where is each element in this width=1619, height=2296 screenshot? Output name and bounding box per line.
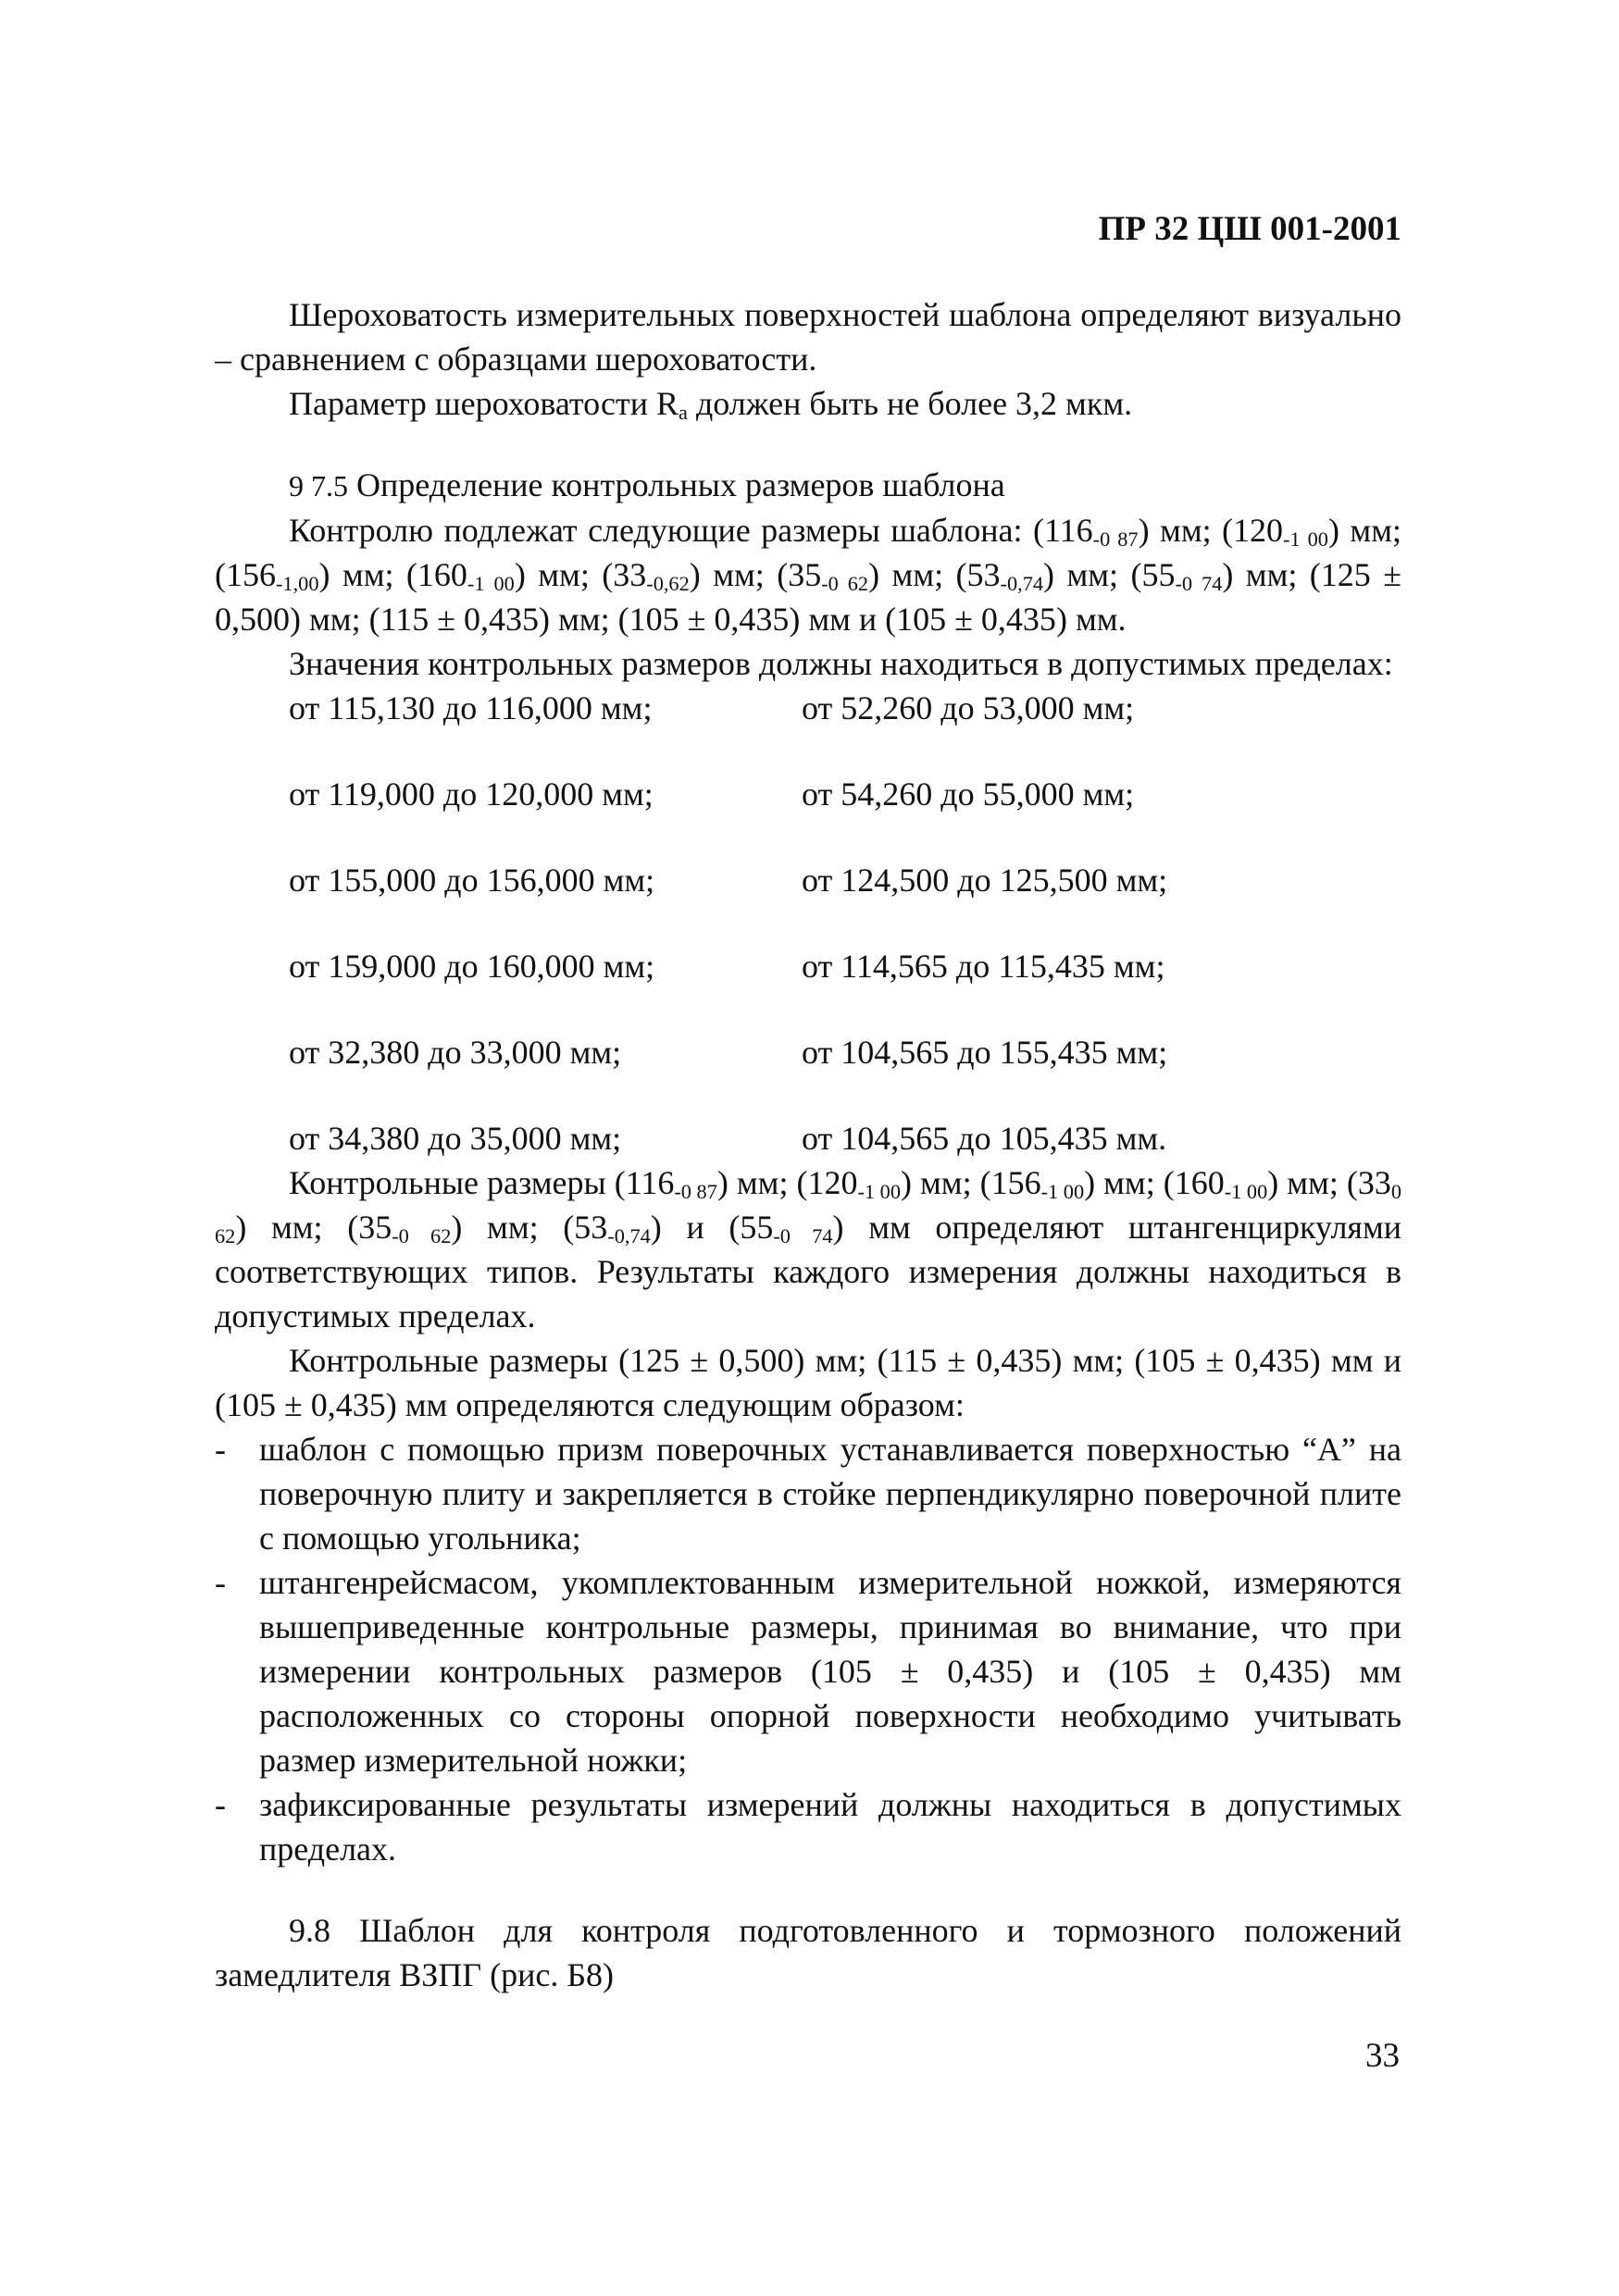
procedure-list (215, 1427, 1401, 1871)
range-row (289, 1030, 1401, 1116)
range-right: от 124,500 до 125,500 мм; (802, 862, 1168, 899)
dimension-tolerance: -1 00 (1040, 1180, 1085, 1203)
dimension-base: 116 (625, 1164, 675, 1201)
dimension: $(116_{-0 87})$ (614, 1164, 729, 1203)
dimension-base: 120 (807, 1164, 858, 1201)
dimension-base: 120 (1233, 512, 1284, 549)
unit: мм (558, 601, 601, 638)
dimension-base: 160 (417, 556, 467, 593)
dimension-symmetric: (105 ± 0,435) (215, 1386, 397, 1423)
intro-text: Контрольные размеры (289, 1164, 615, 1201)
dimension-tolerance: -1,00 (276, 572, 319, 595)
conjunction: и (1383, 1342, 1401, 1379)
unit: мм (487, 1209, 529, 1246)
range-left: от 155,000 до 156,000 мм; (289, 862, 655, 899)
list-item (215, 1427, 1401, 1560)
dimension-tolerance: -0 74 (773, 1224, 833, 1247)
dimension: $(35_{-0 62})$ (347, 1209, 463, 1247)
paragraph-caliper-measurement: Контрольные размеры $(116_{-0 87})$ мм; $(120_{-1 00})$ мм; $(156_{-1 00})$ мм; $(160_{-1 00})$ мм; $(33_{0 62})$ мм; $(35_{-0 62})$ мм; $(53_{-0,74})$ и $(55_{-0 74})$ мм определяют штангенциркулями соответствующих типов. Результаты каждого измерения должны находиться в допустимых пределах. (215, 1164, 1402, 1334)
list-item-text: штангенрейсмасом, укомплектованным измерительной ножкой, измеряются вышеприведенные контрольные размеры, принимая во внимание, что при измерении контрольных размеров (105 ± 0,435) и (105 ± 0,435) мм расположенных со стороны опорной поверхности необходимо учитывать размер измерительной ножки; (259, 1564, 1401, 1779)
dimension-base: 33 (1357, 1164, 1391, 1201)
tail-text: мм определяются следующим образом: (396, 1386, 965, 1423)
dimension: $(120_{-1 00})$ (1222, 512, 1339, 551)
unit: мм (1066, 556, 1110, 593)
unit: мм (1072, 1342, 1115, 1379)
dimension-value: 105 ± 0,435 (629, 601, 790, 638)
bullet-dash: - (215, 1431, 226, 1468)
range-left: от 119,000 до 120,000 мм; (289, 776, 654, 813)
dimension-tolerance: -0,62 (646, 572, 690, 595)
dimension: $(160_{-1 00})$ (1163, 1164, 1279, 1203)
list-item-text: шаблон с помощью призм поверочных устанавливается поверхностью “А” на поверочную плиту и закрепляется в стойке перпендикулярно поверочной плите с помощью угольника; (259, 1431, 1401, 1557)
list-item-text: зафиксированные результаты измерений должны находиться в допустимых пределах. (259, 1786, 1401, 1868)
dimension-value: 105 ± 0,435 (896, 601, 1056, 638)
range-right: от 104,565 до 105,435 мм. (802, 1120, 1167, 1157)
unit: мм (1103, 1164, 1146, 1201)
range-right: от 114,565 до 115,435 мм; (802, 948, 1165, 985)
tail-text: определяют штангенциркулями соответствующих типов. Результаты каждого измерения должны находиться в допустимых пределах. (215, 1209, 1402, 1334)
dimension: $(156_{-1 00})$ (979, 1164, 1096, 1203)
ranges-table (289, 686, 1401, 1160)
dimension-tolerance: -1 00 (857, 1180, 901, 1203)
bullet-dash: - (215, 1786, 226, 1823)
paragraph-ra-param: Параметр шероховатости $R_a$ должен быть не более 3,2 мкм. (289, 385, 1133, 424)
dimension: $(116_{-0 87})$ (1032, 512, 1150, 551)
dimension: $(156_{-1,00})$ (215, 556, 330, 595)
dimension-base: 156 (990, 1164, 1041, 1201)
dimension-tolerance: -0,74 (1000, 572, 1044, 595)
dimension: $(160_{-1 00})$ (405, 556, 526, 595)
unit: мм (1245, 556, 1289, 593)
dimension-value: 115 ± 0,435 (888, 1342, 1052, 1379)
unit: мм (891, 556, 935, 593)
range-right: от 104,565 до 155,435 мм; (802, 1034, 1168, 1071)
dimension: $(35_{-0 62})$ (777, 556, 880, 595)
list-item (215, 1560, 1401, 1782)
dimension: $(120_{-1 00})$ (796, 1164, 912, 1203)
unit: мм (1287, 1164, 1329, 1201)
intro-text: Контролю подлежат следующие размеры шаблона: (289, 512, 1033, 549)
dimension-base: 156 (226, 556, 276, 593)
unit: мм (309, 601, 352, 638)
section-title: Определение контрольных размеров шаблона (348, 466, 1005, 503)
dimension-base: 53 (574, 1209, 608, 1246)
unit: мм (1330, 1342, 1374, 1379)
conjunction: и (858, 601, 878, 638)
dimension-tolerance: -0 62 (392, 1224, 452, 1247)
bullet-dash: - (215, 1564, 226, 1601)
dimension: $(55_{-0 74})$ (1130, 556, 1234, 595)
unit: мм (736, 1164, 779, 1201)
dimension-base: 53 (966, 556, 1001, 593)
dimension-tolerance: -1 00 (1224, 1180, 1268, 1203)
document-header-id: ПР 32 ЦШ 001-2001 (1098, 210, 1401, 248)
unit: мм (815, 1342, 858, 1379)
unit: мм (808, 601, 851, 638)
page-number: 33 (1365, 2037, 1400, 2075)
dimension-base: 116 (1043, 512, 1093, 549)
dimension-value: 115 ± 0,435 (380, 601, 539, 638)
range-left: от 159,000 до 160,000 мм; (289, 948, 655, 985)
paragraph-limits-intro: Значения контрольных размеров должны находиться в допустимых пределах: (289, 645, 1393, 682)
dimension-value: 105 ± 0,435 (1145, 1342, 1310, 1379)
dimension: $(55_{-0 74})$ (729, 1209, 844, 1247)
dimension-symmetric: (125 ± 0,500) (215, 556, 1401, 638)
unit: мм (868, 1209, 911, 1246)
dimension-base: 35 (788, 556, 822, 593)
unit: мм (342, 556, 385, 593)
dimension-symmetric: (105 ± 0,435) (885, 601, 1067, 638)
dimension-base: 33 (613, 556, 647, 593)
dimension: $(53_{-0,74})$ (955, 556, 1055, 595)
dimension-symmetric: (125 ± 0,500) (618, 1342, 805, 1379)
dimension-base: 160 (1174, 1164, 1225, 1201)
document-body (215, 292, 1401, 1997)
dimension-tolerance: -0,74 (607, 1224, 651, 1247)
dimension-base: 35 (358, 1209, 392, 1246)
unit: мм (1075, 601, 1118, 638)
list-item (215, 1782, 1401, 1871)
unit: мм (1350, 512, 1392, 549)
intro-text: Контрольные размеры (289, 1342, 619, 1379)
range-right: от 54,260 до 55,000 мм; (802, 776, 1135, 813)
dimension-value: 125 ± 0,500 (215, 556, 1401, 638)
range-left: от 115,130 до 116,000 мм; (289, 689, 653, 726)
range-row (289, 944, 1401, 1030)
section-9-8-title: 9.8 Шаблон для контроля подготовленного и тормозного положений замедлителя ВЗПГ (рис. Б8) (215, 1912, 1401, 1993)
dimension: $(53_{-0,74})$ (563, 1209, 662, 1247)
unit: мм (920, 1164, 963, 1201)
dimension: $(33_{-0,62})$ (602, 556, 701, 595)
dimension-tolerance: 0 62 (215, 1180, 1402, 1247)
unit: мм (270, 1209, 314, 1246)
dimension-tolerance: -1 00 (467, 572, 515, 595)
range-left: от 32,380 до 33,000 мм; (289, 1034, 622, 1071)
dimension-symmetric: (115 ± 0,435) (368, 601, 550, 638)
unit: мм (538, 556, 580, 593)
unit: мм (1160, 512, 1202, 549)
dimension-value: 125 ± 0,500 (629, 1342, 794, 1379)
dimension-tolerance: -0 74 (1175, 572, 1223, 595)
unit: мм (713, 556, 755, 593)
range-row (289, 772, 1401, 858)
dimension: $(33_{0 62})$ (215, 1164, 1402, 1247)
dimension-tolerance: -0 62 (821, 572, 869, 595)
conjunction: и (686, 1209, 704, 1246)
range-row (289, 858, 1401, 944)
dimension-symmetric: (105 ± 0,435) (1134, 1342, 1321, 1379)
range-row (289, 686, 1401, 772)
range-left: от 34,380 до 35,000 мм; (289, 1120, 622, 1157)
dimension-symmetric: (115 ± 0,435) (877, 1342, 1063, 1379)
range-row (289, 1116, 1401, 1160)
section-number: 9 7.5 (289, 469, 348, 503)
paragraph-controlled-dims: Контролю подлежат следующие размеры шаблона: $(116_{-0 87})$ мм; $(120_{-1 00})$ мм; $(156_{-1,00})$ мм; $(160_{-1 00})$ мм; $(33_{-0,62})$ мм; $(35_{-0 62})$ мм; $(53_{-0,74})$ мм; $(55_{-0 74})$ мм; (125 ± 0,500) мм; (115 ± 0,435) мм; (105 ± 0,435) мм и (105 ± 0,435) мм. (215, 512, 1401, 638)
range-right: от 52,260 до 53,000 мм; (802, 689, 1135, 726)
dimension-tolerance: -0 87 (674, 1180, 717, 1203)
dimension-symmetric: (105 ± 0,435) (617, 601, 801, 638)
dimension-base: 55 (740, 1209, 774, 1246)
paragraph-symmetric-dims: Контрольные размеры (125 ± 0,500) мм; (115 ± 0,435) мм; (105 ± 0,435) мм и (105 ± 0,435) мм определяются следующим образом: (215, 1342, 1401, 1423)
dimension-value: 105 ± 0,435 (226, 1386, 386, 1423)
section-9-7-5-title (215, 463, 1401, 508)
paragraph-roughness: Шероховатость измерительных поверхностей шаблона определяют визуально – сравнением с образцами шероховатости. (215, 296, 1401, 378)
dimension-base: 55 (1141, 556, 1176, 593)
dimension-tolerance: -1 00 (1283, 527, 1328, 551)
dimension-tolerance: -0 87 (1092, 527, 1139, 551)
